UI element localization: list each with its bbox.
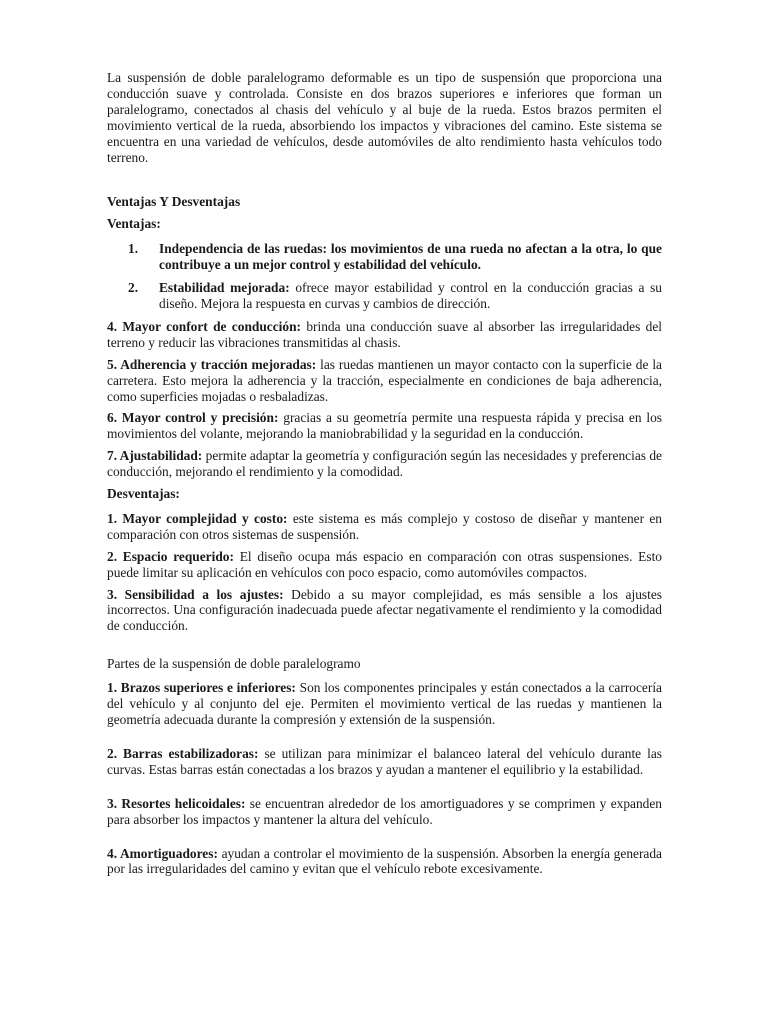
item-text: El diseño ocupa más espacio en comparación con otras suspensiones. Esto puede limitar su aplicación en vehículos con poco espacio, como automóviles compactos. [107,548,662,580]
parte-item-1 [107,680,662,728]
document-page [107,70,662,877]
item-text: ofrece mayor estabilidad y control en la conducción gracias a su diseño. Mejora la respuesta en curvas y cambios de dirección. [159,280,662,311]
desventaja-item-1 [107,511,662,543]
item-term: 7. Ajustabilidad: [107,448,203,464]
item-term: 6. Mayor control y precisión: [107,410,279,426]
item-term: Independencia de las ruedas: [159,241,327,257]
item-text: Debido a su mayor complejidad, es más sensible a los ajustes incorrectos. Una configuración inadecuada puede afectar negativamente el rendimiento y la comodidad de conducción. [107,586,662,634]
item-text: las ruedas mantienen un mayor contacto con la superficie de la carretera. Esto mejora la adherencia y la tracción, especialmente en condiciones de baja adherencia, como superficies mojadas o resbaladizas. [107,356,662,404]
list-content [159,280,662,312]
item-term: 3. Sensibilidad a los ajustes: [107,586,284,602]
item-term: 3. Resortes helicoidales: [107,795,246,811]
item-term: 2. Espacio requerido: [107,548,234,564]
ventaja-item-6 [107,410,662,442]
ventajas-label: Ventajas: [107,216,161,232]
ventaja-item-5 [107,357,662,405]
ventaja-item-4 [107,319,662,351]
parte-item-4 [107,846,662,878]
desventaja-item-3 [107,587,662,635]
ventaja-item-2 [107,280,662,312]
item-text: se utilizan para minimizar el balanceo lateral del vehículo durante las curvas. Estas barras están conectadas a los brazos y ayudan a mantener el equilibrio y la estabilidad. [107,745,662,777]
intro-paragraph: La suspensión de doble paralelogramo deformable es un tipo de suspensión que proporciona una conducción suave y controlada. Consiste en dos brazos superiores e inferiores que forman un paralelogramo, conectados al chasis del vehículo y al buje de la rueda. Estos brazos permiten el movimiento vertical de la rueda, absorbiendo los impactos y vibraciones del camino. Este sistema se encuentra en una variedad de vehículos, desde automóviles de alto rendimiento hasta vehículos todo terreno. [107,70,662,165]
item-term: 4. Amortiguadores: [107,845,218,861]
item-text: Son los componentes principales y están conectados a la carrocería del vehículo y al conjunto del eje. Permiten el movimiento vertical de las ruedas y mantienen la geometría adecuada durante la compresión y extensión de la suspensión. [107,680,662,727]
desventaja-item-2 [107,549,662,581]
item-term: 4. Mayor confort de conducción: [107,318,301,334]
ventaja-item-1 [107,241,662,273]
item-term: 5. Adherencia y tracción mejoradas: [107,356,317,372]
item-term: 1. Brazos superiores e inferiores: [107,680,296,696]
item-term: 1. Mayor complejidad y costo: [107,510,288,526]
item-term: Estabilidad mejorada: [159,280,290,296]
item-text: ayudan a controlar el movimiento de la suspensión. Absorben la energía generada por las irregularidades del camino y evitan que el vehículo rebote excesivamente. [107,845,662,877]
item-text: brinda una conducción suave al absorber las irregularidades del terreno y reducir las vibraciones transmitidas al chasis. [107,318,662,350]
ventajas-numbered-list [107,241,662,312]
item-text: este sistema es más complejo y costoso de diseñar y mantener en comparación con otros sistemas de suspensión. [107,510,662,542]
item-text: permite adaptar la geometría y configuración según las necesidades y preferencias de conducción, mejorando el rendimiento y la comodidad. [107,448,662,480]
section-title: Ventajas Y Desventajas [107,194,241,210]
item-term: 2. Barras estabilizadoras: [107,745,259,761]
partes-title: Partes de la suspensión de doble paralelogramo [107,656,361,672]
ventaja-item-7 [107,448,662,480]
list-content [159,241,662,273]
parte-item-2 [107,746,662,778]
item-text: gracias a su geometría permite una respuesta rápida y precisa en los movimientos del volante, mejorando la maniobrabilidad y la seguridad en la conducción. [107,410,662,442]
item-text: los movimientos de una rueda no afectan a la otra, lo que contribuye a un mejor control y estabilidad del vehículo. [159,241,662,273]
item-text: se encuentran alrededor de los amortiguadores y se comprimen y expanden para absorber los impactos y mantener la altura del vehículo. [107,795,662,827]
list-number: 2. [128,280,139,296]
desventajas-label: Desventajas: [107,486,180,502]
parte-item-3 [107,796,662,828]
list-number: 1. [128,241,139,257]
